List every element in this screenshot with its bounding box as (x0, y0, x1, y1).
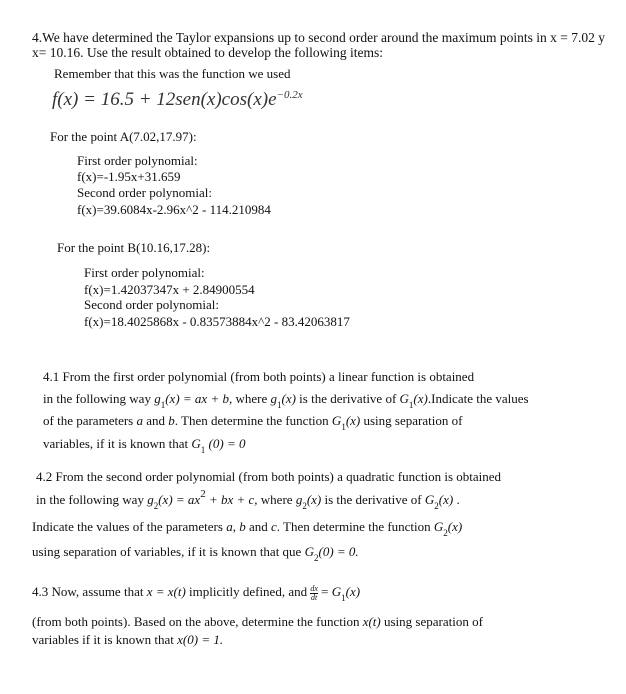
q43-derivative-fraction (310, 585, 318, 602)
q42-G2-subscript-4: 2 (313, 553, 319, 563)
q42-params-ab: a, b (226, 519, 246, 534)
q41-line2-text-a: in the following way (43, 391, 155, 406)
q41-g1-arg: (x) (281, 391, 296, 406)
point-b-title: For the point B(10.16,17.28): (57, 240, 211, 255)
q42-line2-text-a: in the following way (36, 492, 148, 507)
point-a-first-label: First order polynomial: (77, 153, 198, 168)
point-a-title: For the point A(7.02,17.97): (50, 129, 197, 144)
q41-line4-text-a: variables, if it is known that (43, 436, 192, 451)
q41-G1-symbol: G (399, 391, 409, 406)
q42-G2-symbol-4: G (304, 544, 314, 559)
q42-g2-subscript: 2 (153, 501, 159, 511)
q43-xt-eq: x = x(t) (146, 584, 186, 599)
q43-xt: x(t) (362, 614, 381, 629)
q42-g2-subscript-2: 2 (302, 501, 307, 511)
q42-line3-text-b: and (245, 519, 271, 534)
q42-line3-text-a: Indicate the values of the parameters (32, 519, 227, 534)
q42-line-3 (32, 519, 463, 538)
q43-G1-subscript: 1 (341, 593, 346, 603)
q43-line-3 (32, 632, 223, 648)
q41-line-1: 4.1 From the first order polynomial (from both points) a linear function is obtained (43, 369, 475, 384)
point-a-second-poly: f(x)=39.6084x-2.96x^2 - 114.210984 (77, 202, 271, 217)
formula-exponent: −0.2x (276, 89, 303, 101)
q43-frac-num: dx (310, 583, 318, 593)
q42-G2-arg: (x) (438, 492, 454, 507)
intro-line-2: x= 10.16. Use the result obtained to develop the following items: (32, 45, 384, 60)
q42-line-4 (32, 544, 359, 563)
q42-line-1: 4.2 From the second order polynomial (from both points) a quadratic function is obtained (36, 469, 502, 484)
q42-G2-symbol: G (424, 492, 435, 507)
q42-line2-text-d: where (257, 492, 296, 507)
remember-text: Remember that this was the function we used (54, 66, 291, 81)
q41-g1-subscript: 1 (160, 400, 166, 410)
q43-line2-text-b: using separation of (380, 614, 483, 629)
q42-line4-text-a: using separation of variables, if it is known that que (32, 544, 305, 559)
q42-line3-text-c: . Then determine the function (276, 519, 434, 534)
q42-line2-text-f: is the derivative of (321, 492, 425, 507)
q41-g1-symbol-2: g (270, 391, 277, 406)
q41-line-3 (43, 413, 463, 432)
point-a-first-poly: f(x)=-1.95x+31.659 (77, 169, 181, 184)
q41-G1-subscript: 1 (408, 400, 414, 410)
formula-lhs: f(x) = 16.5 + 12sen(x)cos(x)e (52, 89, 277, 110)
point-a-second-label: Second order polynomial: (77, 185, 213, 200)
q43-line-1 (32, 584, 360, 602)
point-b-first-label: First order polynomial: (84, 265, 205, 280)
q41-G1-subscript-4: 1 (200, 445, 206, 455)
q43-line1-text-a: 4.3 Now, assume that (32, 584, 147, 599)
q42-param-c: c (270, 519, 277, 534)
q42-line-2 (36, 488, 460, 511)
q41-line2-text-g: .Indicate the values (427, 391, 529, 406)
point-b-second-label: Second order polynomial: (84, 297, 220, 312)
q41-G1-arg: (x) (413, 391, 428, 406)
q42-g2-symbol: g (147, 492, 154, 507)
q42-G2-subscript: 2 (434, 501, 439, 511)
q41-linear-eq: (x) = ax + b, (165, 391, 233, 406)
q43-line3-text-a: variables if it is known that (32, 632, 178, 647)
q41-line3-text-e: using separation of (360, 413, 463, 428)
q41-line-4 (43, 436, 246, 455)
q42-line2-text-h: . (453, 492, 460, 507)
intro-line-1: 4.We have determined the Taylor expansions up to second order around the maximum points in x = 7.02 y (32, 30, 605, 45)
q43-frac-den: dt (311, 592, 318, 602)
q41-g1-subscript-2: 1 (276, 400, 282, 410)
q41-g1-symbol: g (154, 391, 161, 406)
q43-line2-text-a: (from both points). Based on the above, determine the function (32, 614, 363, 629)
q43-line-2 (32, 614, 483, 630)
function-formula (52, 89, 303, 111)
q43-G1-symbol: G (331, 584, 342, 599)
q41-line2-text-e: is the derivative of (295, 391, 400, 406)
q43-equals: = (317, 584, 332, 599)
q41-line3-text-b: and (142, 413, 169, 428)
q41-G1-subscript-3: 1 (341, 422, 346, 432)
q41-initial-condition: (0) = 0 (205, 436, 246, 451)
q41-G1-arg-3: (x) (345, 413, 361, 428)
q42-quadratic-eq: (x) = ax (158, 492, 201, 507)
q42-g2-arg: (x) (306, 492, 322, 507)
q41-param-b: b (168, 413, 175, 428)
q41-line3-text-c: . Then determine the function (174, 413, 332, 428)
q41-line-2 (43, 391, 529, 410)
q42-initial-condition: (0) = 0. (318, 544, 359, 559)
q41-G1-symbol-3: G (331, 413, 342, 428)
q42-G-symbol-3: G (433, 519, 444, 534)
q43-G1-arg: (x) (345, 584, 361, 599)
q41-G1-symbol-4: G (191, 436, 201, 451)
q41-line2-text-c: where (232, 391, 271, 406)
q42-G-subscript-3: 2 (443, 528, 448, 538)
q42-squared: 2 (200, 488, 206, 500)
q41-line3-text-a: of the parameters (43, 413, 137, 428)
q42-quadratic-eq-rest: + bx + c, (205, 492, 258, 507)
q43-initial-condition: x(0) = 1. (177, 632, 224, 647)
q43-line1-text-b: implicitly defined, and (185, 584, 311, 599)
q41-param-a: a (136, 413, 143, 428)
point-b-second-poly: f(x)=18.4025868x - 0.83573884x^2 - 83.42063817 (84, 314, 350, 329)
point-b-first-poly: f(x)=1.42037347x + 2.84900554 (84, 282, 255, 297)
q42-g2-symbol-2: g (295, 492, 303, 507)
q42-G-arg-3: (x) (447, 519, 463, 534)
